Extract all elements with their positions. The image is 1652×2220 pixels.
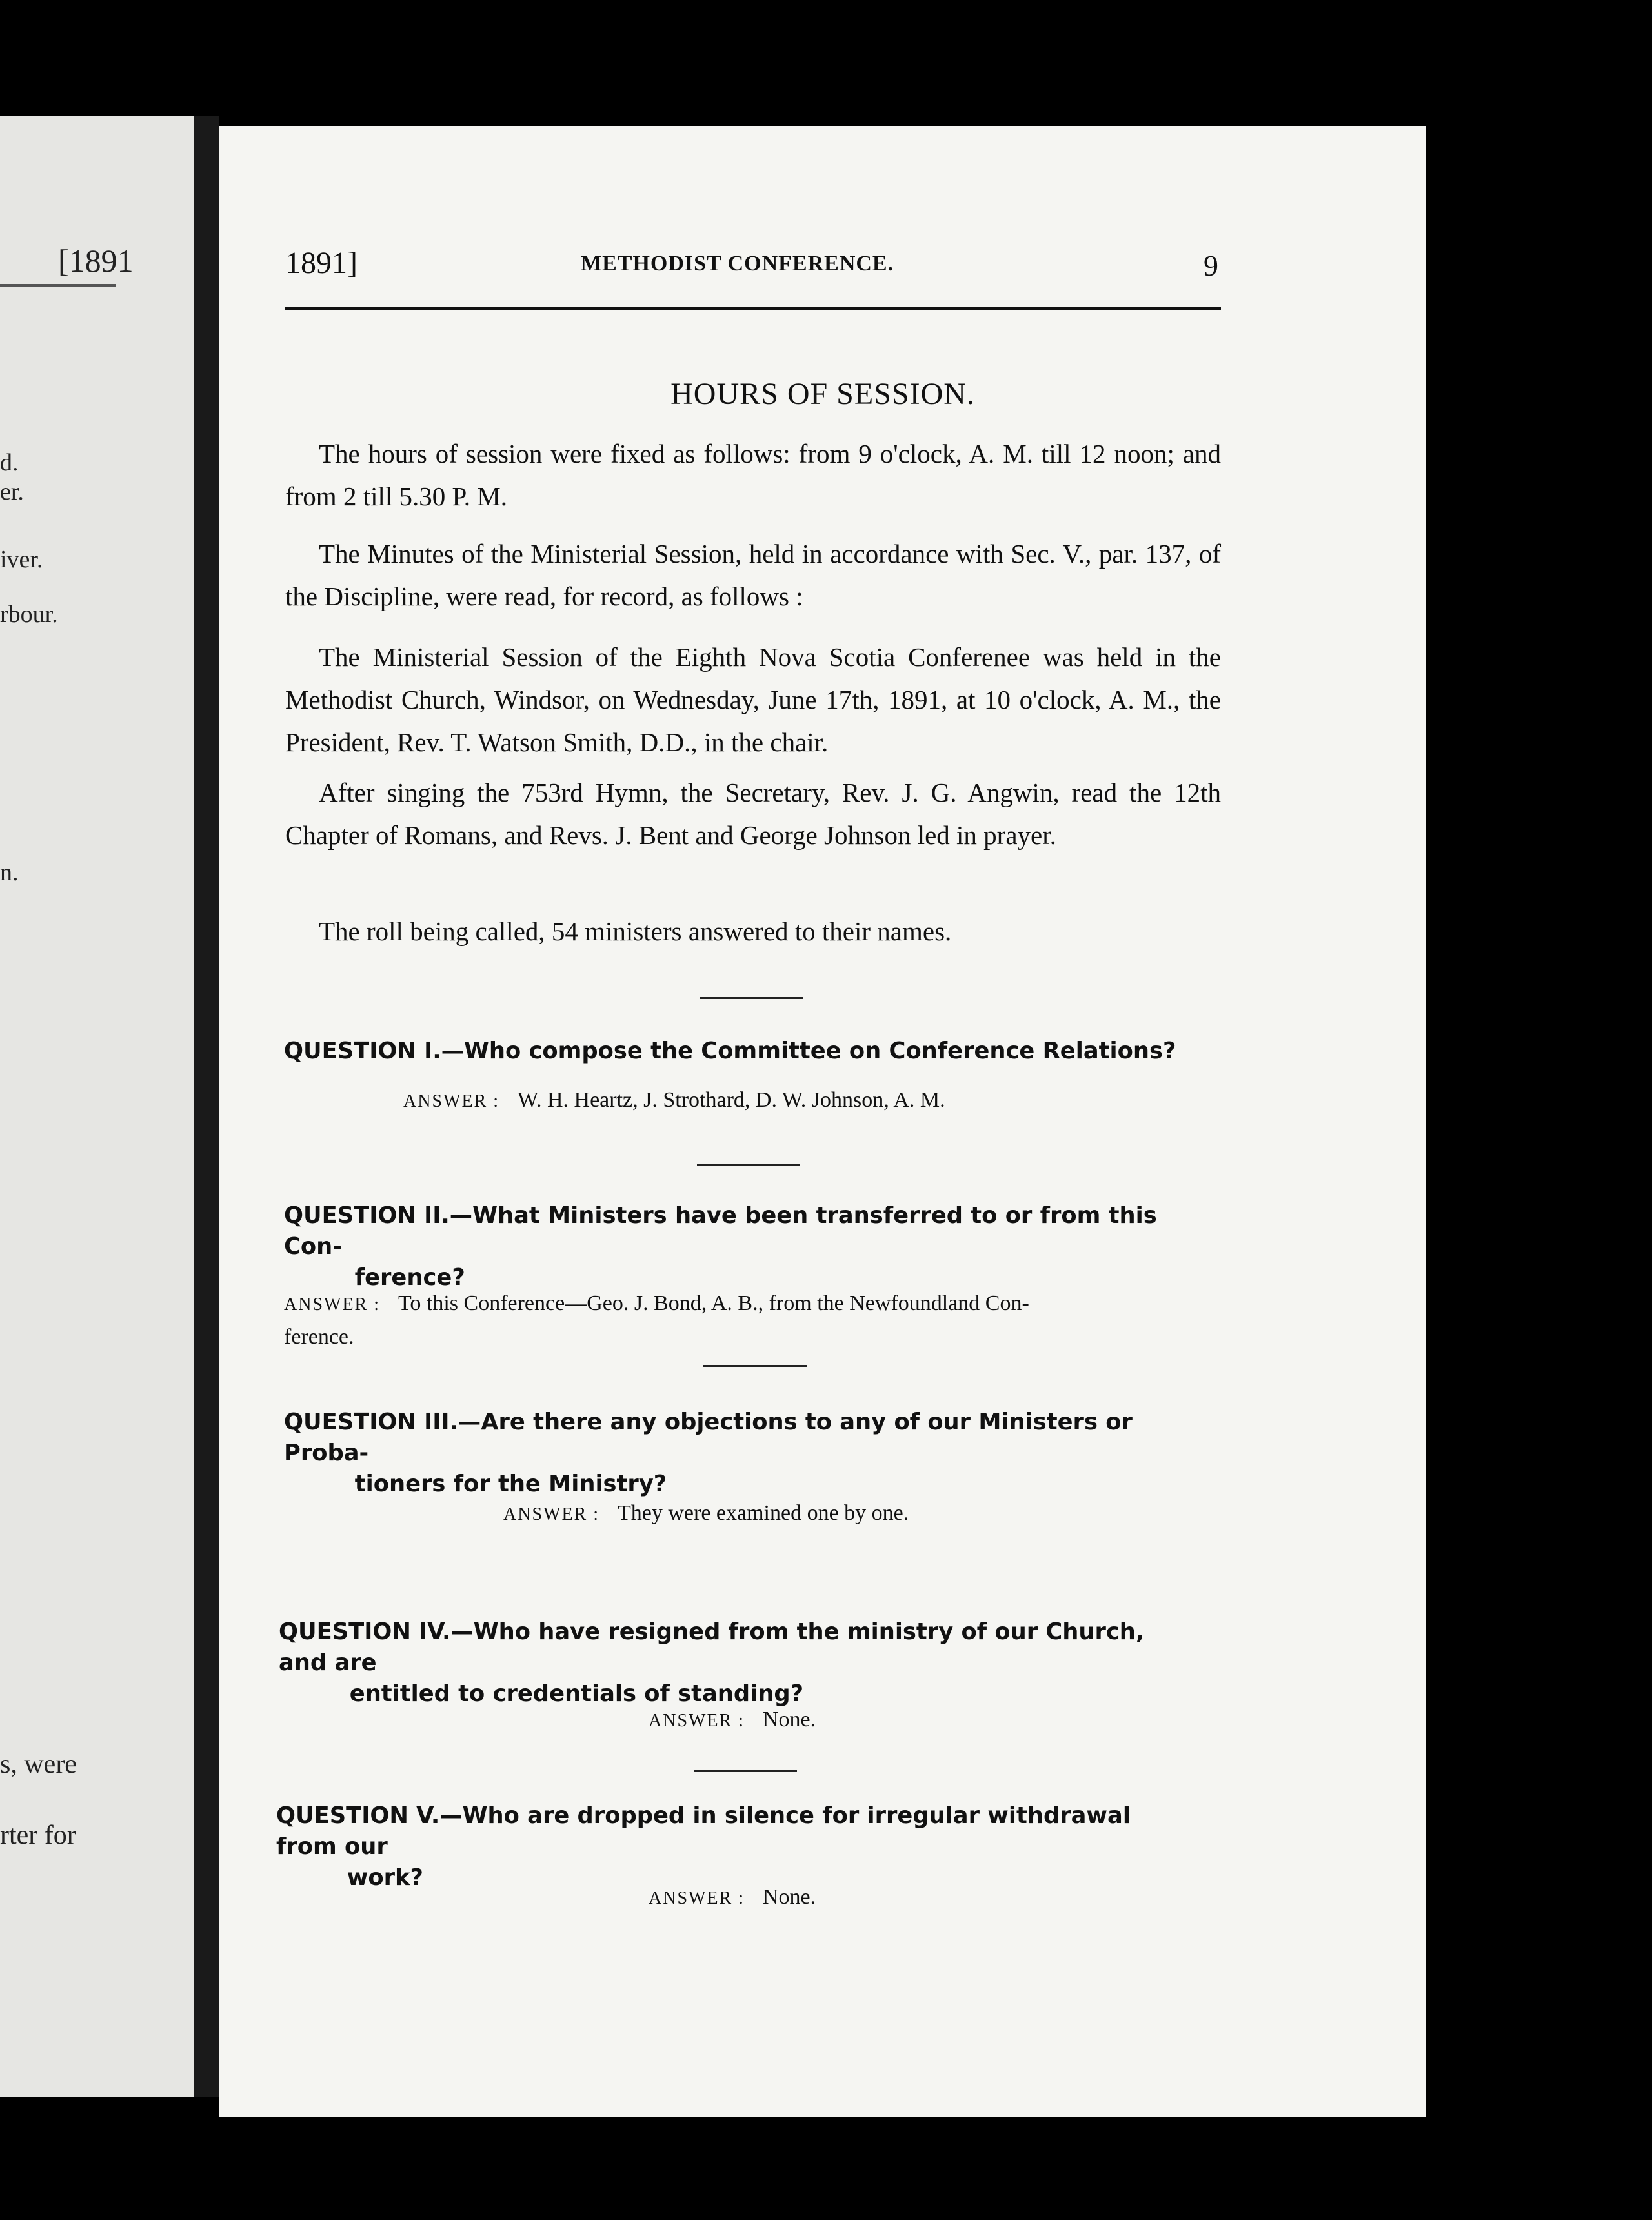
question-1: QUESTION I.—Who compose the Committee on Conference Relations? <box>284 1038 1176 1064</box>
paragraph: The hours of session were fixed as follows: from 9 o'clock, A. M. till 12 noon; and from 2 till 5.30 P. M. <box>285 439 1221 511</box>
header-rule <box>285 307 1221 310</box>
left-fragment: d. <box>0 449 19 476</box>
answer-label: ANSWER : <box>284 1295 380 1315</box>
main-page <box>219 126 1426 2117</box>
paragraph: The Minutes of the Ministerial Session, held in accordance with Sec. V., par. 137, of the Discipline, were read, for record, as follows : <box>285 539 1221 611</box>
running-header-year: 1891] <box>285 246 358 280</box>
answer-5: ANSWER : None. <box>649 1885 816 1909</box>
separator-rule <box>694 1770 797 1772</box>
paragraph: The Ministerial Session of the Eighth Nova Scotia Conferenee was held in the Methodist Church, Windsor, on Wednesday, June 17th, 1891, at 10 o'clock, A. M., the President, Rev. T. Watson Smith, D.D., in the chair. <box>285 642 1221 757</box>
question-4: QUESTION IV.—Who have resigned from the ministry of our Church, and are entitled to credentials of standing? <box>279 1619 1145 1707</box>
separator-rule <box>697 1164 800 1166</box>
running-header-title: METHODIST CONFERENCE. <box>581 252 894 276</box>
answer-label: ANSWER : <box>403 1091 499 1111</box>
question-2: QUESTION II.—What Ministers have been transferred to or from this Con- ference? <box>284 1202 1157 1291</box>
answer-4: ANSWER : None. <box>649 1708 816 1731</box>
left-fragment: rter for <box>0 1821 76 1850</box>
left-facing-page <box>0 116 194 2097</box>
paragraph: After singing the 753rd Hymn, the Secretary, Rev. J. G. Angwin, read the 12th Chapter of Romans, and Revs. J. Bent and George Johnson led in prayer. <box>285 778 1221 850</box>
left-page-rule <box>0 284 116 287</box>
section-title: HOURS OF SESSION. <box>670 377 975 411</box>
answer-label: ANSWER : <box>503 1504 599 1524</box>
answer-1: ANSWER : W. H. Heartz, J. Strothard, D. W. Johnson, A. M. <box>403 1088 945 1112</box>
left-fragment: n. <box>0 859 19 886</box>
answer-2: ANSWER : To this Conference—Geo. J. Bond, A. B., from the Newfoundland Con- ference. <box>284 1291 1029 1349</box>
left-fragment: rbour. <box>0 601 58 628</box>
separator-rule <box>700 997 803 999</box>
left-fragment: iver. <box>0 546 43 573</box>
answer-label: ANSWER : <box>649 1888 745 1908</box>
question-5: QUESTION V.—Who are dropped in silence for irregular withdrawal from our work? <box>276 1802 1131 1891</box>
left-fragment: s, were <box>0 1750 77 1779</box>
book-gutter <box>194 116 219 2097</box>
answer-3: ANSWER : They were examined one by one. <box>503 1501 909 1525</box>
separator-rule <box>703 1365 807 1367</box>
left-fragment: er. <box>0 478 24 505</box>
answer-label: ANSWER : <box>649 1711 745 1731</box>
question-3: QUESTION III.—Are there any objections to any of our Ministers or Proba- tioners for the Ministry? <box>284 1409 1133 1497</box>
page-number: 9 <box>1204 249 1218 282</box>
paragraph: The roll being called, 54 ministers answered to their names. <box>319 916 952 946</box>
left-page-header: [1891 <box>58 243 134 279</box>
